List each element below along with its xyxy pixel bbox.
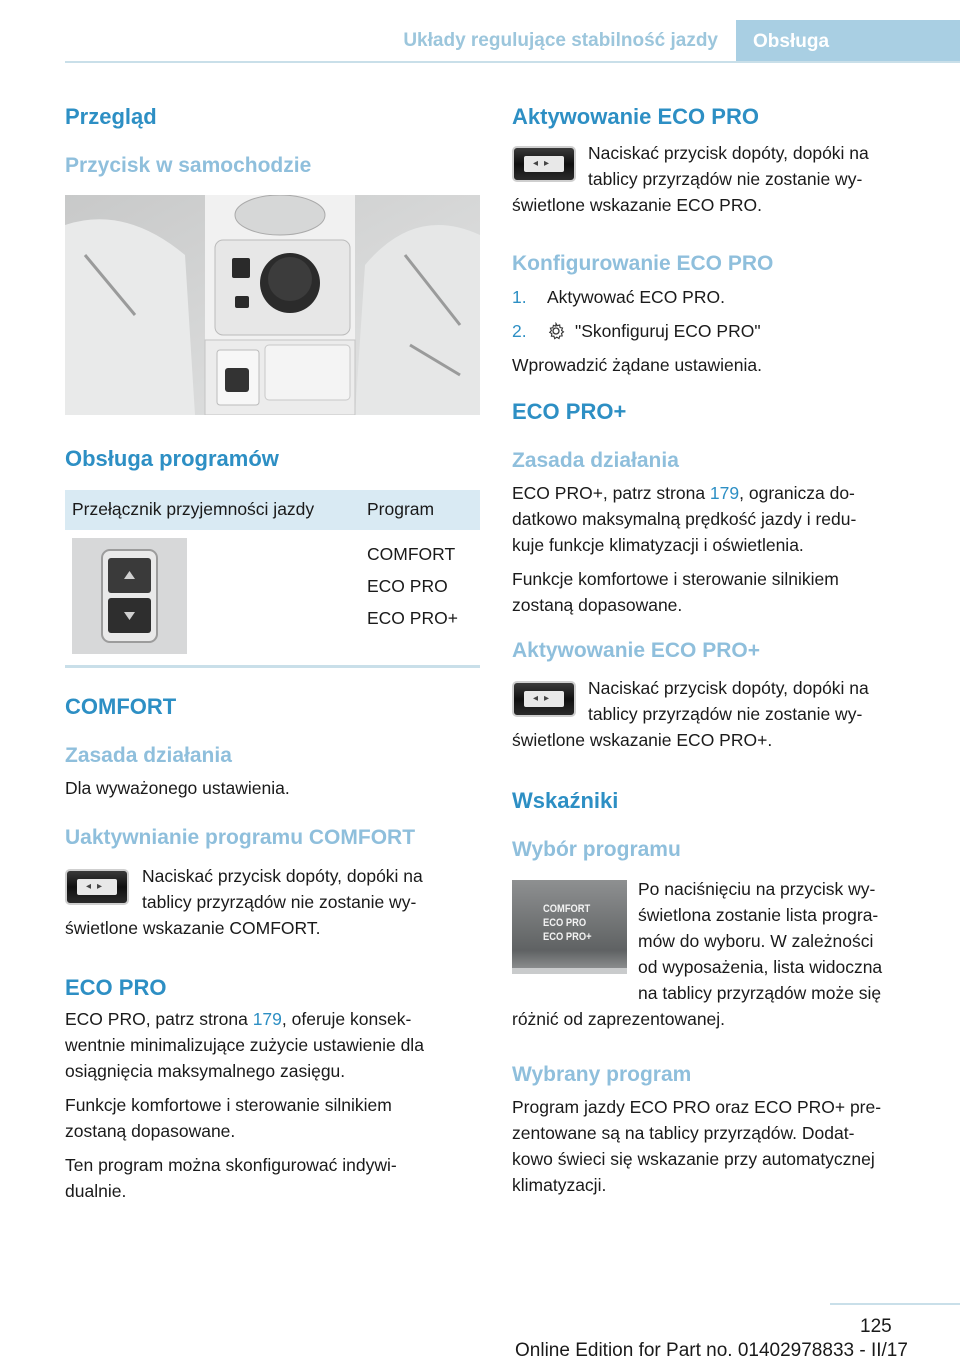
heading-activate-comfort: Uaktywnianie programu COMFORT	[65, 826, 416, 849]
selected-line1: Program jazdy ECO PRO oraz ECO PRO+ pre-	[512, 1097, 882, 1117]
eco-plus-p1d: kuje funkcje klimatyzacji i oświetlenia.	[512, 535, 804, 555]
heading-button-in-car: Przycisk w samochodzie	[65, 154, 312, 177]
program-eco-pro: ECO PRO	[367, 576, 448, 596]
eco-button-icon: ◂▸	[65, 869, 129, 905]
selection-line4: od wyposażenia, lista widoczna	[638, 957, 883, 977]
eco-plus-p1a: ECO PRO+, patrz strona	[512, 483, 710, 503]
heading-selected-program: Wybrany program	[512, 1063, 692, 1086]
drive-switch-illustration	[72, 538, 187, 654]
comfort-activate-line1: Naciskać przycisk dopóty, dopóki na	[142, 866, 423, 886]
heading-eco-pro-plus: ECO PRO+	[512, 399, 627, 424]
step-number: 1.	[512, 287, 527, 307]
program-selection-display	[512, 880, 627, 974]
comfort-activate-line3: świetlone wskazanie COMFORT.	[65, 918, 321, 938]
step-number: 2.	[512, 321, 527, 341]
selected-program-text	[512, 1094, 942, 1198]
configure-steps	[512, 284, 932, 378]
eco-plus-activate-line3: świetlone wskazanie ECO PRO+.	[512, 730, 773, 750]
heading-program-selection: Wybór programu	[512, 838, 681, 861]
selected-line2: zentowane są na tablicy przyrządów. Dodat-	[512, 1123, 855, 1143]
table-header-switch: Przełącznik przyjemności jazdy	[72, 499, 315, 519]
heading-comfort: COMFORT	[65, 694, 177, 719]
eco-activate-line3: świetlone wskazanie ECO PRO.	[512, 195, 762, 215]
eco-plus-activate-line1: Naciskać przycisk dopóty, dopóki na	[588, 678, 869, 698]
eco-pro-description	[65, 1006, 480, 1204]
console-photo-illustration	[65, 195, 480, 415]
header-divider	[65, 61, 960, 63]
program-comfort: COMFORT	[367, 544, 456, 564]
eco-activate-line2: tablicy przyrządów nie zostanie wy-	[588, 169, 863, 189]
eco-plus-p2a: Funkcje komfortowe i sterowanie silnikiem	[512, 569, 839, 589]
header-section-title: Układy regulujące stabilność jazdy	[403, 30, 718, 51]
header-chapter-tab[interactable]: Obsługa	[736, 20, 960, 61]
eco-pro-p2b: zostaną dopasowane.	[65, 1121, 236, 1141]
eco-pro-p1a: ECO PRO, patrz strona	[65, 1009, 253, 1029]
display-item-comfort: COMFORT	[543, 903, 591, 915]
comfort-activate-line2: tablicy przyrządów nie zostanie wy-	[142, 892, 417, 912]
selection-line3: mów do wyboru. W zależności	[638, 931, 874, 951]
configure-step-2	[512, 318, 932, 344]
eco-pro-p1c: wentnie minimalizujące zużycie ustawienie dla	[65, 1035, 424, 1055]
selection-line2: świetlona zostanie lista progra-	[638, 905, 879, 925]
eco-plus-activate-line2: tablicy przyrządów nie zostanie wy-	[588, 704, 863, 724]
page-number: 125	[860, 1316, 892, 1337]
eco-button-icon: ◂▸	[512, 681, 576, 717]
heading-overview: Przegląd	[65, 104, 157, 129]
program-eco-pro-plus: ECO PRO+	[367, 608, 458, 628]
footer-divider	[830, 1303, 960, 1305]
heading-eco-plus-principle: Zasada działania	[512, 449, 679, 472]
selected-line3: kowo świeci się wskazanie przy automatycznej	[512, 1149, 875, 1169]
selection-line1: Po naciśnięciu na przycisk wy-	[638, 879, 876, 899]
configure-step-1	[512, 284, 932, 310]
heading-activate-eco-plus: Aktywowanie ECO PRO+	[512, 639, 760, 662]
step-text: "Skonfiguruj ECO PRO"	[575, 321, 761, 341]
step-text: Aktywować ECO PRO.	[547, 287, 725, 307]
eco-pro-p3a: Ten program można skonfigurować indywi-	[65, 1155, 397, 1175]
console-photo	[65, 195, 480, 415]
heading-comfort-principle: Zasada działania	[65, 744, 232, 767]
configure-after: Wprowadzić żądane ustawienia.	[512, 355, 762, 375]
heading-eco-pro: ECO PRO	[65, 975, 167, 1000]
switch-photo	[72, 538, 187, 654]
eco-plus-p2b: zostaną dopasowane.	[512, 595, 683, 615]
display-item-eco-pro-plus: ECO PRO+	[543, 931, 592, 943]
selection-text-block	[638, 876, 938, 1006]
eco-pro-p1b: , oferuje konsek-	[281, 1009, 412, 1029]
heading-indicators: Wskaźniki	[512, 788, 619, 813]
page-link-179[interactable]: 179	[709, 483, 740, 503]
selection-line6: różnić od zaprezentowanej.	[512, 1009, 726, 1029]
selection-line5: na tablicy przyrządów może się	[638, 983, 882, 1003]
eco-plus-p1c: datkowo maksymalną prędkość jazdy i redu-	[512, 509, 857, 529]
display-item-eco-pro: ECO PRO	[543, 917, 587, 929]
heading-activate-eco-pro: Aktywowanie ECO PRO	[512, 104, 759, 129]
eco-plus-p1b: , ogranicza do-	[739, 483, 855, 503]
table-header-program: Program	[367, 499, 435, 519]
eco-plus-description	[512, 480, 932, 618]
eco-button-icon: ◂▸	[512, 146, 576, 182]
selected-line4: klimatyzacji.	[512, 1175, 607, 1195]
eco-pro-p3b: dualnie.	[65, 1181, 127, 1201]
table-bottom-rule	[65, 665, 480, 668]
heading-configure-eco-pro: Konfigurowanie ECO PRO	[512, 252, 774, 275]
programs-table-header	[65, 490, 480, 530]
eco-activate-line1: Naciskać przycisk dopóty, dopóki na	[588, 143, 869, 163]
gear-icon	[547, 321, 565, 339]
page-link-179[interactable]: 179	[252, 1009, 282, 1029]
footer-edition: Online Edition for Part no. 01402978833 - II/17	[515, 1340, 908, 1361]
heading-programs: Obsługa programów	[65, 446, 279, 471]
program-list	[367, 538, 458, 634]
comfort-principle-text: Dla wyważonego ustawienia.	[65, 778, 290, 798]
eco-pro-p2a: Funkcje komfortowe i sterowanie silnikiem	[65, 1095, 392, 1115]
eco-pro-p1d: osiągnięcia maksymalnego zasięgu.	[65, 1061, 346, 1081]
